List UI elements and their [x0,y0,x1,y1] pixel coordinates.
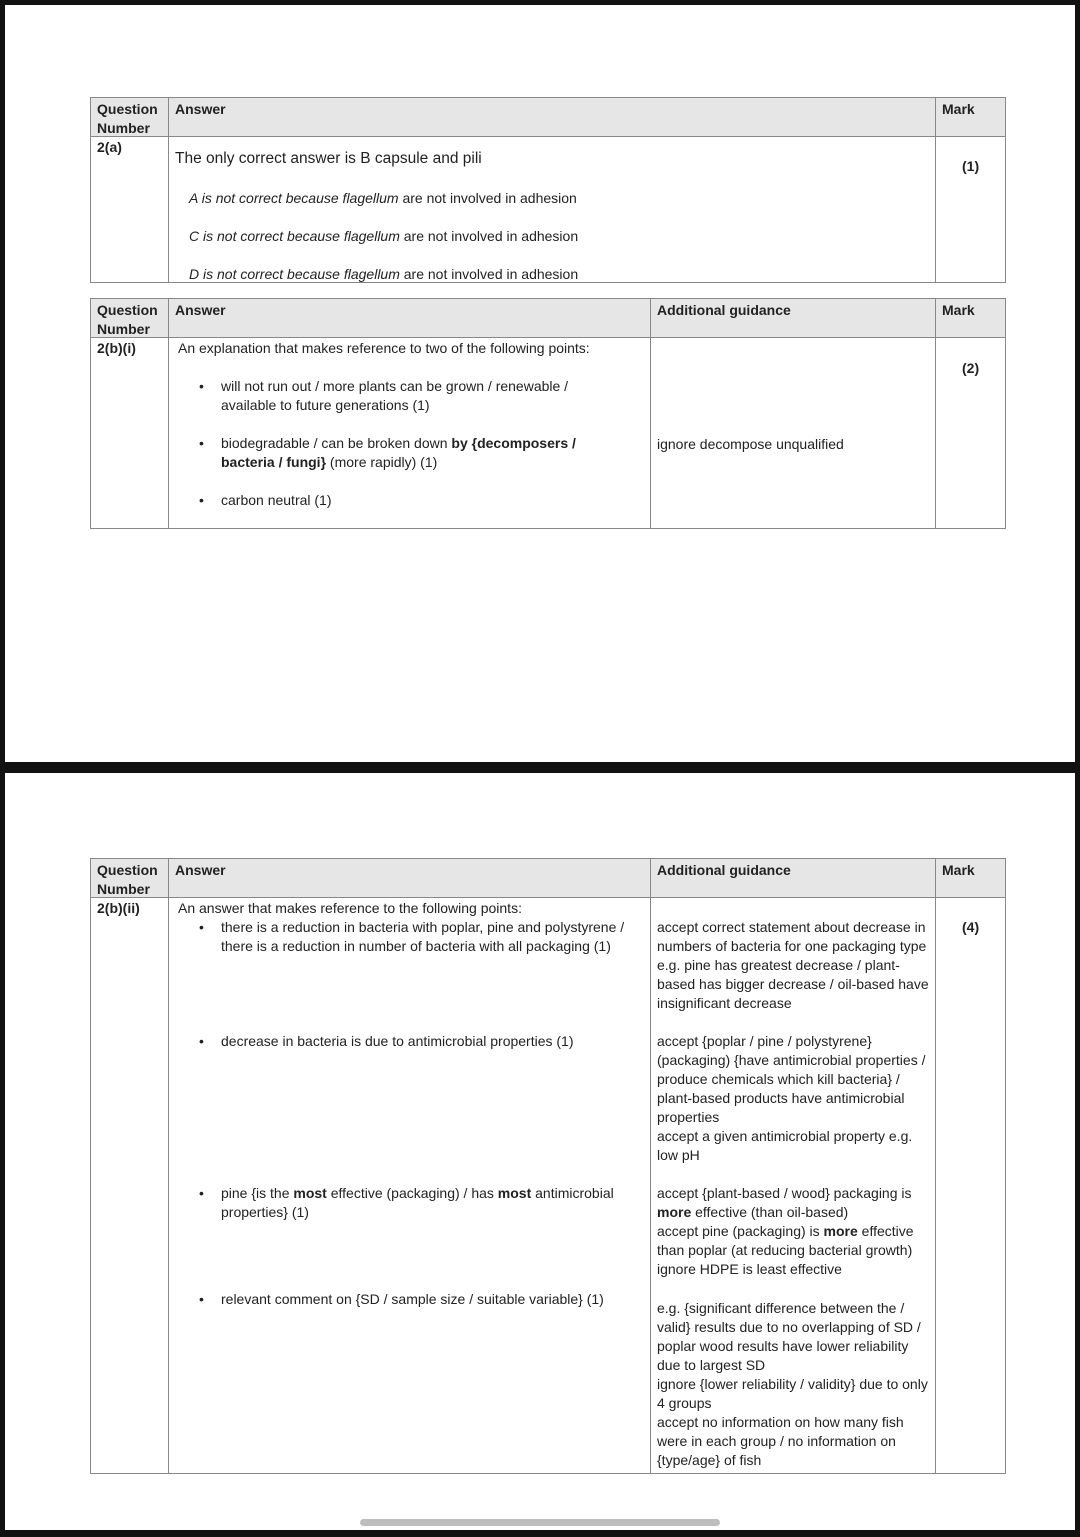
distractor-d: D is not correct because flagellum are not involved in adhesion [189,266,579,282]
mark-scheme-table-2bii [90,858,1006,1474]
header-mark: Mark [942,302,975,318]
mark-value: (1) [962,158,980,174]
answer-point: • carbon neutral (1) [221,491,332,510]
header-question-number: Question Number [97,302,158,337]
table-header [91,859,1005,898]
header-question-number: Question Number [97,101,158,136]
answer-intro: An answer that makes reference to the following points: [178,900,522,916]
guidance-text: accept {poplar / pine / polystyrene} (packaging) {have antimicrobial properties / produce chemicals which kill bacteria} / plant-based products have antimicrobial properties accept a given antimicrobial property e.g. low pH [657,1033,926,1163]
header-question-number: Question Number [97,862,158,897]
page-1 [5,5,1075,762]
header-answer: Answer [175,862,226,878]
header-guidance: Additional guidance [657,862,791,878]
guidance-text: ignore decompose unqualified [657,436,844,452]
header-answer: Answer [175,302,226,318]
table-header [91,299,1005,338]
header-guidance: Additional guidance [657,302,791,318]
header-mark: Mark [942,101,975,117]
correct-answer: The only correct answer is B capsule and pili [175,150,482,167]
distractor-c: C is not correct because flagellum are not involved in adhesion [189,228,579,244]
table-header [91,98,1005,137]
question-number: 2(b)(ii) [97,900,140,916]
mark-scheme-table-2a [90,97,1006,283]
answer-point: • will not run out / more plants can be grown / renewable / available to future generations (1) [221,377,611,415]
guidance-text: e.g. {significant difference between the / valid} results due to no overlapping of SD / poplar wood results have lower reliability due to largest SD ignore {lower reliability / validity} due to only 4 groups accept no information on how many fish were in each group / no information on {type/age} of fish [657,1300,928,1468]
answer-point: • decrease in bacteria is due to antimicrobial properties (1) [221,1032,641,1051]
guidance-text: accept {plant-based / wood} packaging is more effective (than oil-based) accept pine (packaging) is more effective than poplar (at reducing bacterial growth) ignore HDPE is least effective [657,1185,914,1277]
answer-point: • there is a reduction in bacteria with poplar, pine and polystyrene / there is a reduction in number of bacteria with all packaging (1) [221,918,641,956]
answer-point: • pine {is the most effective (packaging) / has most antimicrobial properties} (1) [221,1184,641,1222]
distractor-a: A is not correct because flagellum are not involved in adhesion [189,190,577,206]
horizontal-scrollbar[interactable] [360,1519,720,1526]
guidance-text: accept correct statement about decrease in numbers of bacteria for one packaging type e.g. pine has greatest decrease / plant-based has bigger decrease / oil-based have insignificant decrease [657,919,929,1011]
answer-intro: An explanation that makes reference to two of the following points: [178,340,590,356]
mark-value: (4) [962,919,980,935]
mark-scheme-table-2bi [90,298,1006,529]
answer-point: • biodegradable / can be broken down by {decomposers / bacteria / fungi} (more rapidly) (1) [221,434,621,472]
header-mark: Mark [942,862,975,878]
mark-value: (2) [962,360,980,376]
question-number: 2(b)(i) [97,340,136,356]
answer-point: • relevant comment on {SD / sample size / suitable variable} (1) [221,1290,641,1309]
question-number: 2(a) [97,139,122,155]
page-2 [5,773,1075,1530]
header-answer: Answer [175,101,226,117]
